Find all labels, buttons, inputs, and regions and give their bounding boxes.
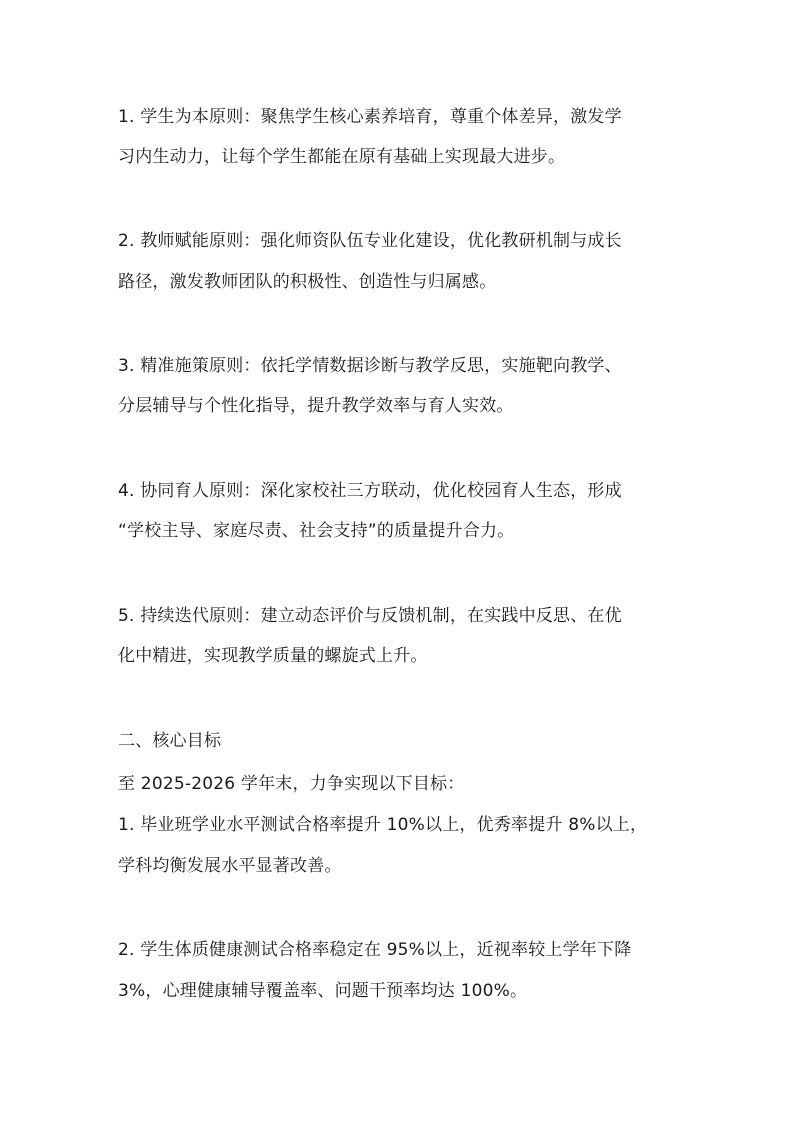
goal-1-line-2: 学科均衡发展水平显著改善。 [118,856,342,876]
principle-3-line-1: 3. 精准施策原则：依托学情数据诊断与教学反思，实施靶向教学、 [118,356,622,376]
section-heading: 二、核心目标 [118,731,222,751]
principle-1-line-2: 习内生动力，让每个学生都能在原有基础上实现最大进步。 [118,147,566,167]
goal-1-line-1: 1. 毕业班学业水平测试合格率提升 10%以上，优秀率提升 8%以上， [118,815,648,835]
principle-5-line-1: 5. 持续迭代原则：建立动态评价与反馈机制，在实践中反思、在优 [118,606,622,626]
goals-intro: 至 2025-2026 学年末，力争实现以下目标： [118,774,465,794]
principle-2-line-1: 2. 教师赋能原则：强化师资队伍专业化建设，优化教研机制与成长 [118,231,622,251]
goal-2-line-1: 2. 学生体质健康测试合格率稳定在 95%以上，近视率较上学年下降 [118,940,632,960]
principle-1-line-1: 1. 学生为本原则：聚焦学生核心素养培育，尊重个体差异，激发学 [118,107,622,127]
goal-2-line-2: 3%，心理健康辅导覆盖率、问题干预率均达 100%。 [118,981,528,1001]
principle-4-line-2: “学校主导、家庭尽责、社会支持”的质量提升合力。 [118,521,515,541]
principle-4-line-1: 4. 协同育人原则：深化家校社三方联动，优化校园育人生态，形成 [118,481,622,501]
principle-3-line-2: 分层辅导与个性化指导，提升教学效率与育人实效。 [118,396,514,416]
principle-2-line-2: 路径，激发教师团队的积极性、创造性与归属感。 [118,272,497,292]
principle-5-line-2: 化中精进，实现教学质量的螺旋式上升。 [118,646,428,666]
